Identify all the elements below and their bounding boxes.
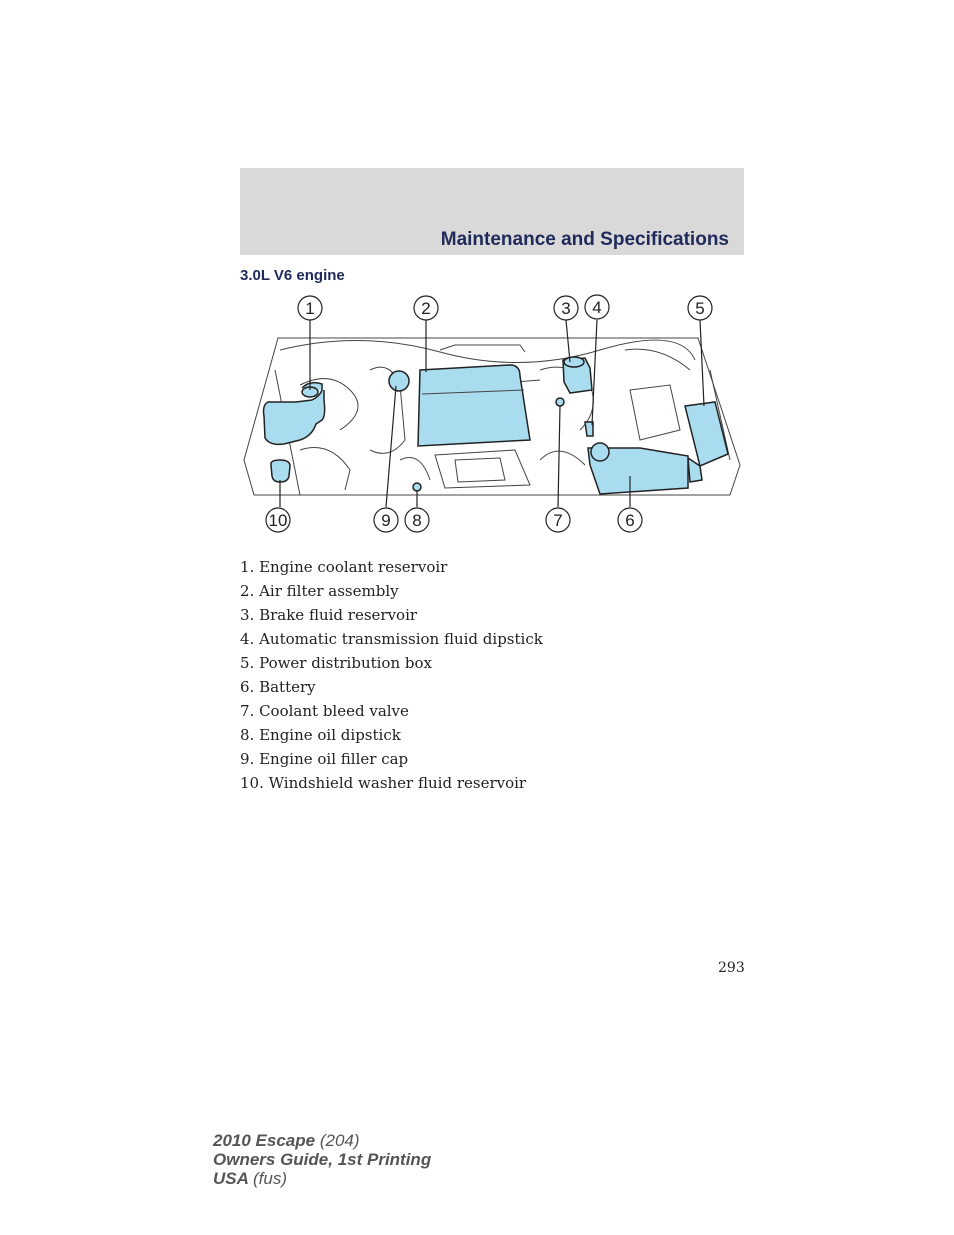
svg-text:3: 3 xyxy=(561,299,571,318)
callout-4 xyxy=(585,295,609,319)
document-footer xyxy=(213,1131,431,1188)
svg-text:10: 10 xyxy=(268,511,288,530)
callout-9 xyxy=(374,508,398,532)
callout-7 xyxy=(546,508,570,532)
legend-item: 8. Engine oil dipstick xyxy=(240,726,401,744)
engine-oil-dipstick-shape xyxy=(413,483,421,491)
coolant-bleed-valve-shape xyxy=(556,398,564,406)
section-header-band xyxy=(240,168,744,255)
legend-item: 3. Brake fluid reservoir xyxy=(240,606,418,624)
svg-text:8: 8 xyxy=(412,511,422,530)
legend-item: 9. Engine oil filler cap xyxy=(240,750,409,768)
svg-text:7: 7 xyxy=(553,511,563,530)
power-distribution-box-shape xyxy=(685,402,728,482)
legend-item: 1. Engine coolant reservoir xyxy=(240,558,448,576)
svg-text:5: 5 xyxy=(695,299,705,318)
footer-line-2: Owners Guide, 1st Printing xyxy=(213,1150,432,1169)
coolant-reservoir-shape xyxy=(264,383,325,445)
brake-fluid-reservoir-shape xyxy=(563,357,592,393)
callout-5 xyxy=(688,296,712,320)
footer-line-1 xyxy=(213,1131,431,1150)
callout-2 xyxy=(414,296,438,320)
callout-6 xyxy=(618,508,642,532)
svg-text:6: 6 xyxy=(625,511,635,530)
legend-item: 7. Coolant bleed valve xyxy=(240,702,409,720)
engine-compartment-diagram xyxy=(240,290,744,545)
callout-10 xyxy=(266,508,290,532)
svg-text:4: 4 xyxy=(592,298,602,317)
oil-filler-cap-shape xyxy=(389,371,409,391)
legend-item: 5. Power distribution box xyxy=(240,654,432,672)
washer-reservoir-shape xyxy=(271,460,290,482)
battery-shape xyxy=(588,443,688,494)
svg-text:9: 9 xyxy=(381,511,391,530)
footer-market: USA xyxy=(213,1169,249,1188)
legend-item: 2. Air filter assembly xyxy=(240,582,399,600)
legend-item: 10. Windshield washer fluid reservoir xyxy=(240,774,527,792)
footer-market-code: (fus) xyxy=(253,1169,287,1188)
air-filter-assembly-shape xyxy=(418,365,530,446)
svg-text:1: 1 xyxy=(305,299,315,318)
component-legend xyxy=(240,555,543,795)
section-header-title: Maintenance and Specifications xyxy=(440,229,729,250)
svg-text:2: 2 xyxy=(421,299,431,318)
callout-1 xyxy=(298,296,322,320)
engine-heading: 3.0L V6 engine xyxy=(240,267,345,284)
footer-line-3 xyxy=(213,1169,431,1188)
legend-item: 6. Battery xyxy=(240,678,316,696)
footer-model-code: (204) xyxy=(319,1131,360,1150)
footer-model: 2010 Escape xyxy=(213,1131,316,1150)
callout-3 xyxy=(554,296,578,320)
callout-8 xyxy=(405,508,429,532)
page-number: 293 xyxy=(718,960,745,976)
legend-item: 4. Automatic transmission fluid dipstick xyxy=(240,630,543,648)
